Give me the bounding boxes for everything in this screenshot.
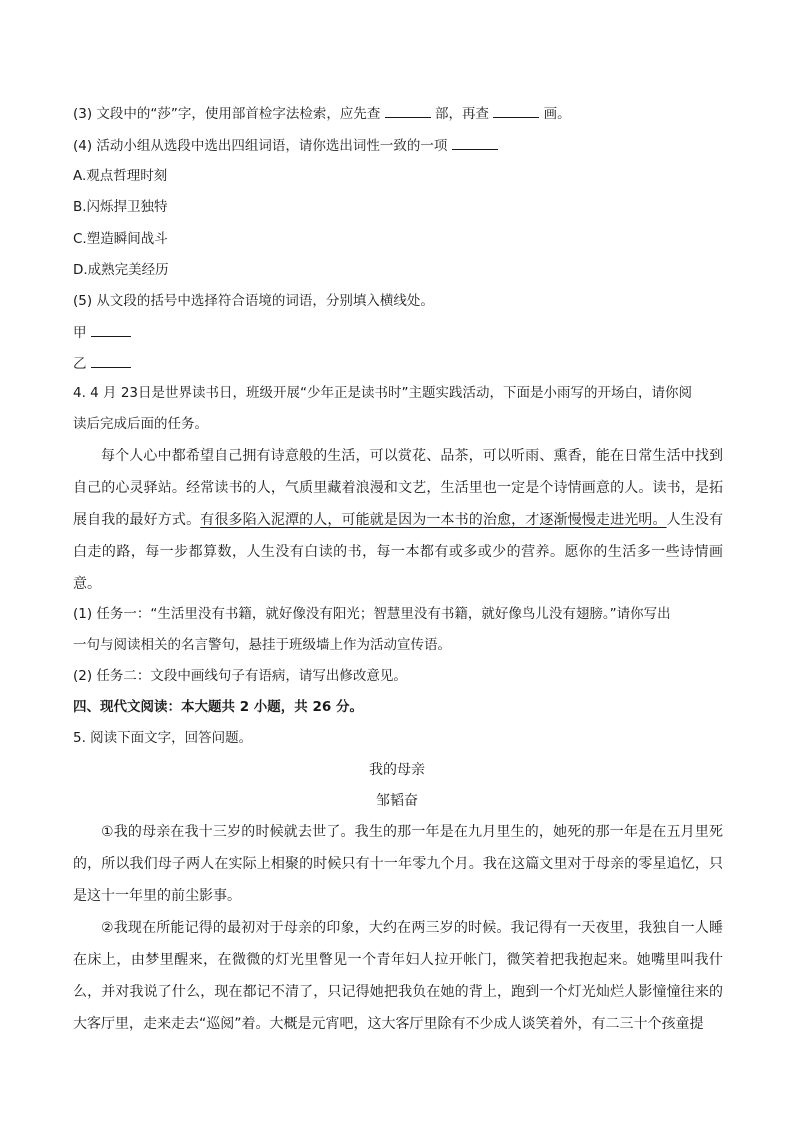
article-paragraph-2 [73, 912, 723, 1040]
question-5-stem: (5) 从文段的括号中选择符合语境的词语，分别填入横线处。 [73, 293, 434, 309]
task-2: (2) 任务二：文段中画线句子有语病，请写出修改意见。 [73, 668, 407, 684]
answer-blank[interactable] [452, 135, 498, 150]
task-1-line1: (1) 任务一：“生活里没有书籍，就好像没有阳光；智慧里没有书籍，就好像鸟儿没有翅膀。”请你写出 [73, 606, 671, 622]
option-a: A.观点哲理时刻 [73, 168, 168, 184]
article-author: 邹韬奋 [376, 793, 418, 809]
answer-jia [73, 322, 723, 343]
option-d: D.成熟完美经历 [73, 262, 169, 278]
q4-stem: (4) 活动小组从选段中选出四组词语，请你选出词性一致的一项 [73, 138, 448, 154]
item-4-line2: 读后完成后面的任务。 [73, 416, 208, 432]
answer-blank[interactable] [91, 322, 131, 337]
underlined-sentence: 有很多陷入泥潭的人，可能就是因为一本书的治愈，才逐渐慢慢走进光明。 [200, 512, 667, 528]
answer-yi [73, 353, 723, 374]
article-title: 我的母亲 [369, 762, 425, 778]
section-4-title: 四、现代文阅读：本大题共 2 小题，共 26 分。 [73, 699, 363, 715]
article-paragraph-1 [73, 816, 723, 912]
answer-blank[interactable] [385, 103, 431, 118]
option-b: B.闪烁捍卫独特 [73, 199, 168, 215]
passage-text-b: 人生没有白走的路，每一步都算数，人生没有白读的书，每一本都有或多或少的营养。愿你的生活多一些诗情画意。 [73, 512, 724, 592]
question-4-stem [73, 135, 723, 156]
answer-blank[interactable] [91, 353, 131, 368]
item-5-stem: 5. 阅读下面文字，回答问题。 [73, 730, 253, 746]
passage-text-a: 每个人心中都希望自己拥有诗意般的生活，可以赏花、品茶，可以听雨、熏香，能在日常生活中找到自己的心灵驿站。经常读书的人，气质里藏着浪漫和文艺，生活里也一定是个诗情画意的人。读书，是拓展自我的最好方式。 [73, 448, 723, 528]
question-3 [73, 103, 723, 124]
opening-passage [73, 440, 723, 600]
paragraph-1-text: ①我的母亲在我十三岁的时候就去世了。我生的那一年是在九月里生的，她死的那一年是在五月里死的，所以我们母子两人在实际上相聚的时候只有十一年零九个月。我在这篇文里对于母亲的零星追忆，只是这十一年里的前尘影事。 [73, 824, 723, 904]
task-1-line2: 一句与阅读相关的名言警句，悬挂于班级墙上作为活动宣传语。 [73, 637, 451, 653]
q3-mid: 部，再查 [435, 106, 489, 122]
q3-prefix: (3) 文段中的“莎”字，使用部首检字法检索，应先查 [73, 106, 381, 122]
item-4-line1: 4. 4 月 23日是世界读书日，班级开展“少年正是读书时”主题实践活动，下面是小雨写的开场白，请你阅 [73, 385, 693, 401]
option-c: C.塑造瞬间战斗 [73, 231, 168, 247]
yi-label: 乙 [73, 356, 87, 372]
answer-blank[interactable] [493, 103, 539, 118]
q3-suffix: 画。 [543, 106, 571, 122]
jia-label: 甲 [73, 325, 87, 341]
paragraph-2-text: ②我现在所能记得的最初对于母亲的印象，大约在两三岁的时候。我记得有一天夜里，我独自一人睡在床上，由梦里醒来，在微微的灯光里瞥见一个青年妇人拉开帐门，微笑着把我抱起来。她嘴里叫我什么，并对我说了什么，现在都记不清了，只记得她把我负在她的背上，跑到一个灯光灿烂人影憧憧往来的大客厅里，走来走去“巡阅”着。大概是元宵吧，这大客厅里除有不少成人谈笑着外，有二三十个孩童提 [73, 920, 723, 1032]
